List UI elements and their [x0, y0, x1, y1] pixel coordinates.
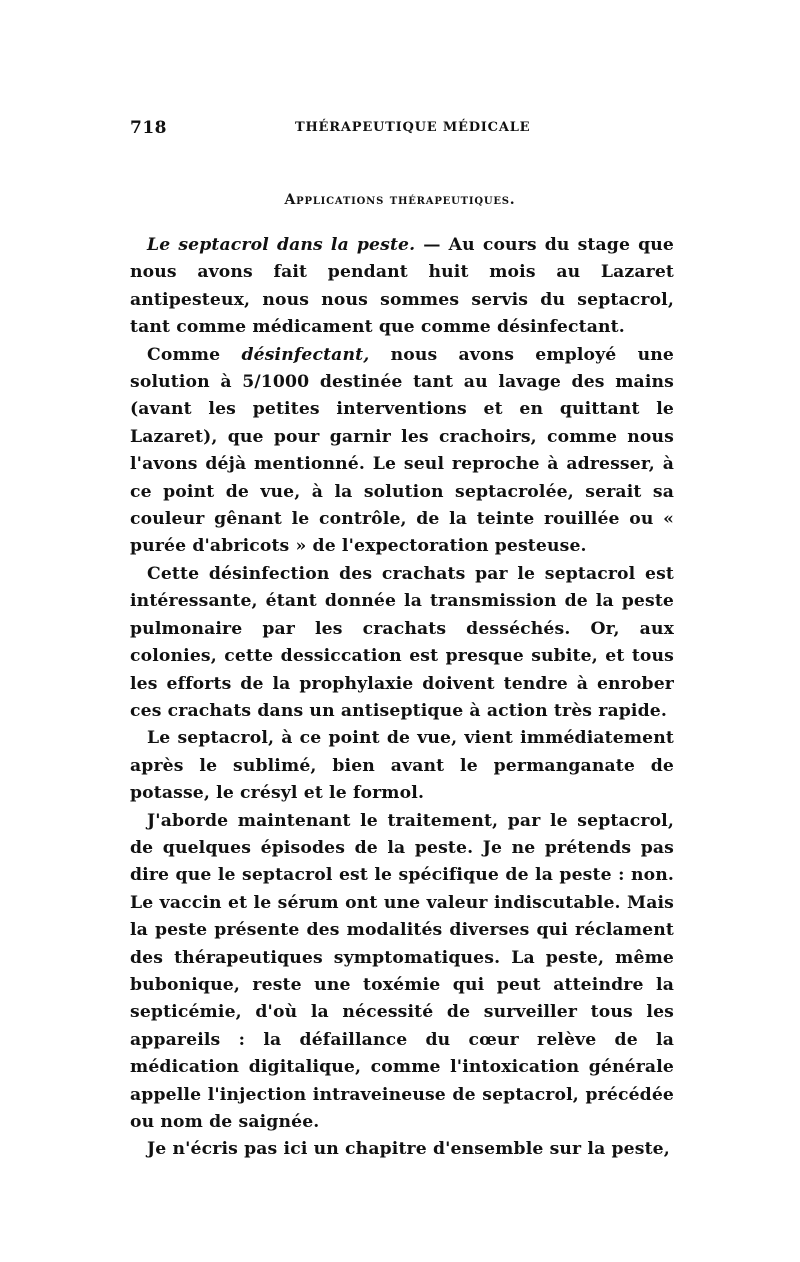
paragraph-2 [130, 342, 674, 561]
paragraph-italic-term: désinfectant, [241, 344, 370, 365]
section-title: Applications thérapeutiques. [284, 192, 516, 208]
paragraph-3: Cette désinfection des crachats par le septacrol est intéressante, étant donnée la transmission de la peste pulmonaire par les crachats desséchés. Or, aux colonies, cette dessiccation est presque subite, et tous les efforts de la prophylaxie doivent tendre à enrober ces crachats dans un antiseptique à action très rapide. [130, 563, 674, 721]
paragraph-lead: Le septacrol dans la peste. [147, 235, 416, 255]
paragraph-4: Le septacrol, à ce point de vue, vient immédiatement après le sublimé, bien avant le permanganate de potasse, le crésyl et le formol. [130, 728, 674, 804]
body-text [130, 232, 674, 1164]
page-header [130, 118, 675, 142]
running-title: THÉRAPEUTIQUE MÉDICALE [295, 120, 531, 135]
paragraph-5: J'aborde maintenant le traitement, par le septacrol, de quelques épisodes de la peste. Je ne prétends pas dire que le septacrol est le spécifique de la peste : non. Le vaccin et le sérum ont une valeur indiscutable. Mais la peste présente des modalités diverses qui réclament des thérapeutiques symptomatiques. La peste, même bubonique, reste une toxémie qui peut atteindre la septicémie, d'où la nécessité de surveiller tous les appareils : la défaillance du cœur relève de la médication digitalique, comme l'intoxication générale appelle l'injection intraveineuse de septacrol, précédée ou nom de saignée. [130, 810, 674, 1132]
paragraph-text-after: nous avons employé une solution à 5/1000 destinée tant au lavage des mains (avant les petites interventions et en quittant le Lazaret), que pour garnir les crachoirs, comme nous l'avons déjà mentionné. Le seul reproche à adresser, à ce point de vue, à la solution septacrolée, serait sa couleur gênant le contrôle, de la teinte rouillée ou « purée d'abricots » de l'expectoration pesteuse. [130, 344, 674, 557]
paragraph-text: — Au cours du stage que nous avons fait pendant huit mois au Lazaret antipesteux, nous nous sommes servis du septacrol, tant comme médicament que comme désinfectant. [130, 235, 674, 338]
paragraph-1 [130, 232, 674, 342]
page-number: 718 [130, 118, 167, 138]
paragraph-6: Je n'écris pas ici un chapitre d'ensemble sur la peste, [147, 1139, 670, 1160]
paragraph-text-before: Comme [147, 344, 242, 365]
